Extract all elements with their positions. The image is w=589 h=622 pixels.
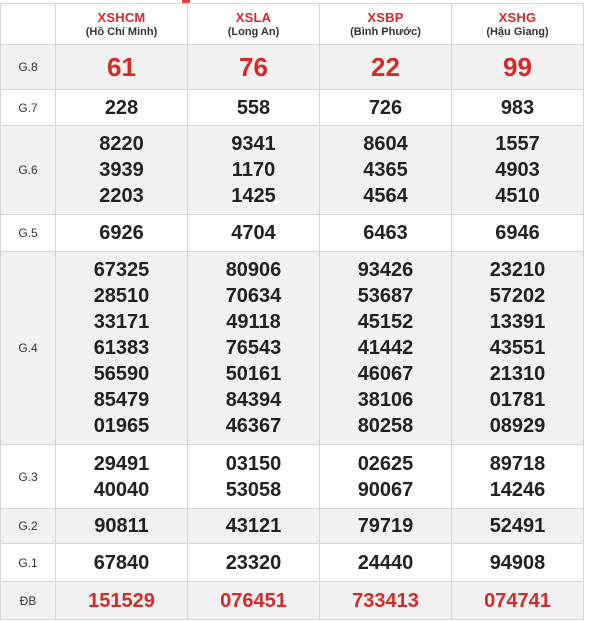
prize-number: 99 <box>503 52 532 82</box>
prize-cell <box>188 445 320 509</box>
results-table <box>0 3 584 620</box>
prize-number: 01965 <box>93 415 150 437</box>
prize-cell <box>56 544 188 582</box>
prize-number: 45152 <box>357 311 414 333</box>
province-header-hcm[interactable] <box>56 4 188 45</box>
prize-number: 733413 <box>352 589 419 612</box>
prize-cell <box>320 544 452 582</box>
prize-number: 4903 <box>495 159 540 181</box>
prize-cell <box>188 544 320 582</box>
prize-number: 90811 <box>94 515 149 537</box>
prize-cell <box>56 252 188 445</box>
prize-number: 076451 <box>220 589 287 612</box>
prize-number: 80258 <box>357 415 414 437</box>
prize-cell <box>56 215 188 252</box>
prize-number: 074741 <box>484 589 551 612</box>
prize-number: 4365 <box>363 159 408 181</box>
prize-number: 22 <box>371 52 400 82</box>
prize-number: 89718 <box>489 452 546 475</box>
prize-cell <box>452 126 584 215</box>
prize-number: 84394 <box>225 389 282 411</box>
province-code[interactable]: XSBP <box>367 9 404 25</box>
prize-number: 1425 <box>231 185 276 207</box>
prize-cell <box>320 445 452 509</box>
prize-number: 57202 <box>489 285 546 307</box>
prize-cell <box>452 215 584 252</box>
prize-number: 56590 <box>93 363 150 385</box>
prize-number: 43551 <box>489 337 546 359</box>
prize-row-db <box>1 582 584 620</box>
prize-number: 21310 <box>489 363 546 385</box>
prize-cell <box>452 445 584 509</box>
prize-number: 46367 <box>225 415 282 437</box>
province-name: (Hồ Chí Minh) <box>85 25 158 38</box>
prize-number: 40040 <box>93 478 150 501</box>
province-header-bp[interactable] <box>320 4 452 45</box>
prize-number: 228 <box>104 96 139 119</box>
prize-cell <box>452 90 584 126</box>
prize-number: 28510 <box>93 285 150 307</box>
prize-number: 4564 <box>363 185 408 207</box>
prize-number: 53687 <box>357 285 414 307</box>
prize-number: 93426 <box>357 259 414 281</box>
prize-row-g6 <box>1 126 584 215</box>
prize-cell <box>320 215 452 252</box>
prize-cell <box>188 252 320 445</box>
prize-number: 03150 <box>225 452 282 475</box>
prize-cell <box>56 45 188 90</box>
prize-row-g7 <box>1 90 584 126</box>
prize-number: 46067 <box>357 363 414 385</box>
prize-number: 23210 <box>489 259 546 281</box>
prize-number: 76543 <box>225 337 282 359</box>
prize-number: 79719 <box>357 515 414 537</box>
prize-number: 6463 <box>363 222 408 244</box>
prize-cell <box>188 215 320 252</box>
prize-number: 1170 <box>231 159 276 181</box>
prize-number: 76 <box>239 52 268 82</box>
prize-number: 85479 <box>93 389 150 411</box>
prize-number: 61 <box>107 52 136 82</box>
prize-cell <box>320 90 452 126</box>
prize-cell <box>56 582 188 620</box>
prize-cell <box>320 582 452 620</box>
province-header-la[interactable] <box>188 4 320 45</box>
corner-cell <box>1 4 56 45</box>
prize-number: 726 <box>368 96 403 119</box>
prize-number: 01781 <box>489 389 546 411</box>
prize-number: 53058 <box>225 478 282 501</box>
prize-row-g4 <box>1 252 584 445</box>
prize-cell <box>452 509 584 544</box>
province-code[interactable]: XSHCM <box>97 9 146 25</box>
prize-label: ĐB <box>1 582 56 620</box>
prize-cell <box>320 509 452 544</box>
prize-number: 4704 <box>231 222 276 244</box>
prize-cell <box>320 252 452 445</box>
prize-label: G.5 <box>1 215 56 252</box>
prize-cell <box>452 582 584 620</box>
prize-number: 23320 <box>225 551 282 574</box>
province-name: (Long An) <box>227 25 280 38</box>
province-name: (Bình Phước) <box>350 25 421 38</box>
prize-cell <box>452 544 584 582</box>
prize-cell <box>56 445 188 509</box>
prize-number: 9341 <box>231 133 276 155</box>
prize-number: 94908 <box>489 551 546 574</box>
prize-label: G.2 <box>1 509 56 544</box>
prize-number: 70634 <box>225 285 282 307</box>
prize-number: 41442 <box>357 337 414 359</box>
province-code[interactable]: XSHG <box>498 9 537 25</box>
prize-number: 6946 <box>495 222 540 244</box>
prize-number: 90067 <box>357 478 414 501</box>
prize-number: 6926 <box>99 222 144 244</box>
prize-number: 983 <box>500 96 535 119</box>
prize-row-g5 <box>1 215 584 252</box>
prize-number: 80906 <box>225 259 282 281</box>
prize-row-g1 <box>1 544 584 582</box>
prize-number: 67325 <box>93 259 150 281</box>
prize-number: 558 <box>236 96 271 119</box>
prize-row-g2 <box>1 509 584 544</box>
prize-number: 3939 <box>99 159 144 181</box>
prize-number: 8604 <box>363 133 408 155</box>
prize-row-g3 <box>1 445 584 509</box>
prize-label: G.1 <box>1 544 56 582</box>
prize-number: 8220 <box>99 133 144 155</box>
prize-label: G.7 <box>1 90 56 126</box>
prize-number: 4510 <box>495 185 540 207</box>
prize-cell <box>320 45 452 90</box>
prize-number: 13391 <box>489 311 546 333</box>
prize-cell <box>56 509 188 544</box>
prize-number: 29491 <box>93 452 150 475</box>
prize-number: 1557 <box>495 133 540 155</box>
prize-number: 08929 <box>489 415 546 437</box>
province-header-row <box>1 4 584 45</box>
prize-number: 14246 <box>489 478 546 501</box>
prize-row-g8 <box>1 45 584 90</box>
prize-cell <box>56 126 188 215</box>
prize-number: 43121 <box>225 515 282 537</box>
province-code[interactable]: XSLA <box>235 9 272 25</box>
prize-body <box>1 45 584 620</box>
prize-number: 38106 <box>357 389 414 411</box>
province-header-hg[interactable] <box>452 4 584 45</box>
prize-number: 52491 <box>489 515 546 537</box>
prize-number: 50161 <box>225 363 282 385</box>
prize-label: G.4 <box>1 252 56 445</box>
prize-cell <box>452 252 584 445</box>
prize-number: 2203 <box>99 185 144 207</box>
prize-cell <box>452 45 584 90</box>
prize-label: G.3 <box>1 445 56 509</box>
prize-cell <box>188 509 320 544</box>
prize-label: G.8 <box>1 45 56 90</box>
prize-number: 67840 <box>93 551 150 574</box>
prize-cell <box>188 90 320 126</box>
prize-cell <box>320 126 452 215</box>
prize-cell <box>188 582 320 620</box>
prize-label: G.6 <box>1 126 56 215</box>
prize-number: 02625 <box>357 452 414 475</box>
prize-number: 49118 <box>226 311 281 333</box>
prize-cell <box>188 126 320 215</box>
prize-number: 24440 <box>357 551 414 574</box>
province-name: (Hậu Giang) <box>486 25 549 38</box>
prize-number: 61383 <box>93 337 150 359</box>
prize-number: 151529 <box>88 589 155 612</box>
prize-cell <box>56 90 188 126</box>
prize-cell <box>188 45 320 90</box>
prize-number: 33171 <box>93 311 150 333</box>
